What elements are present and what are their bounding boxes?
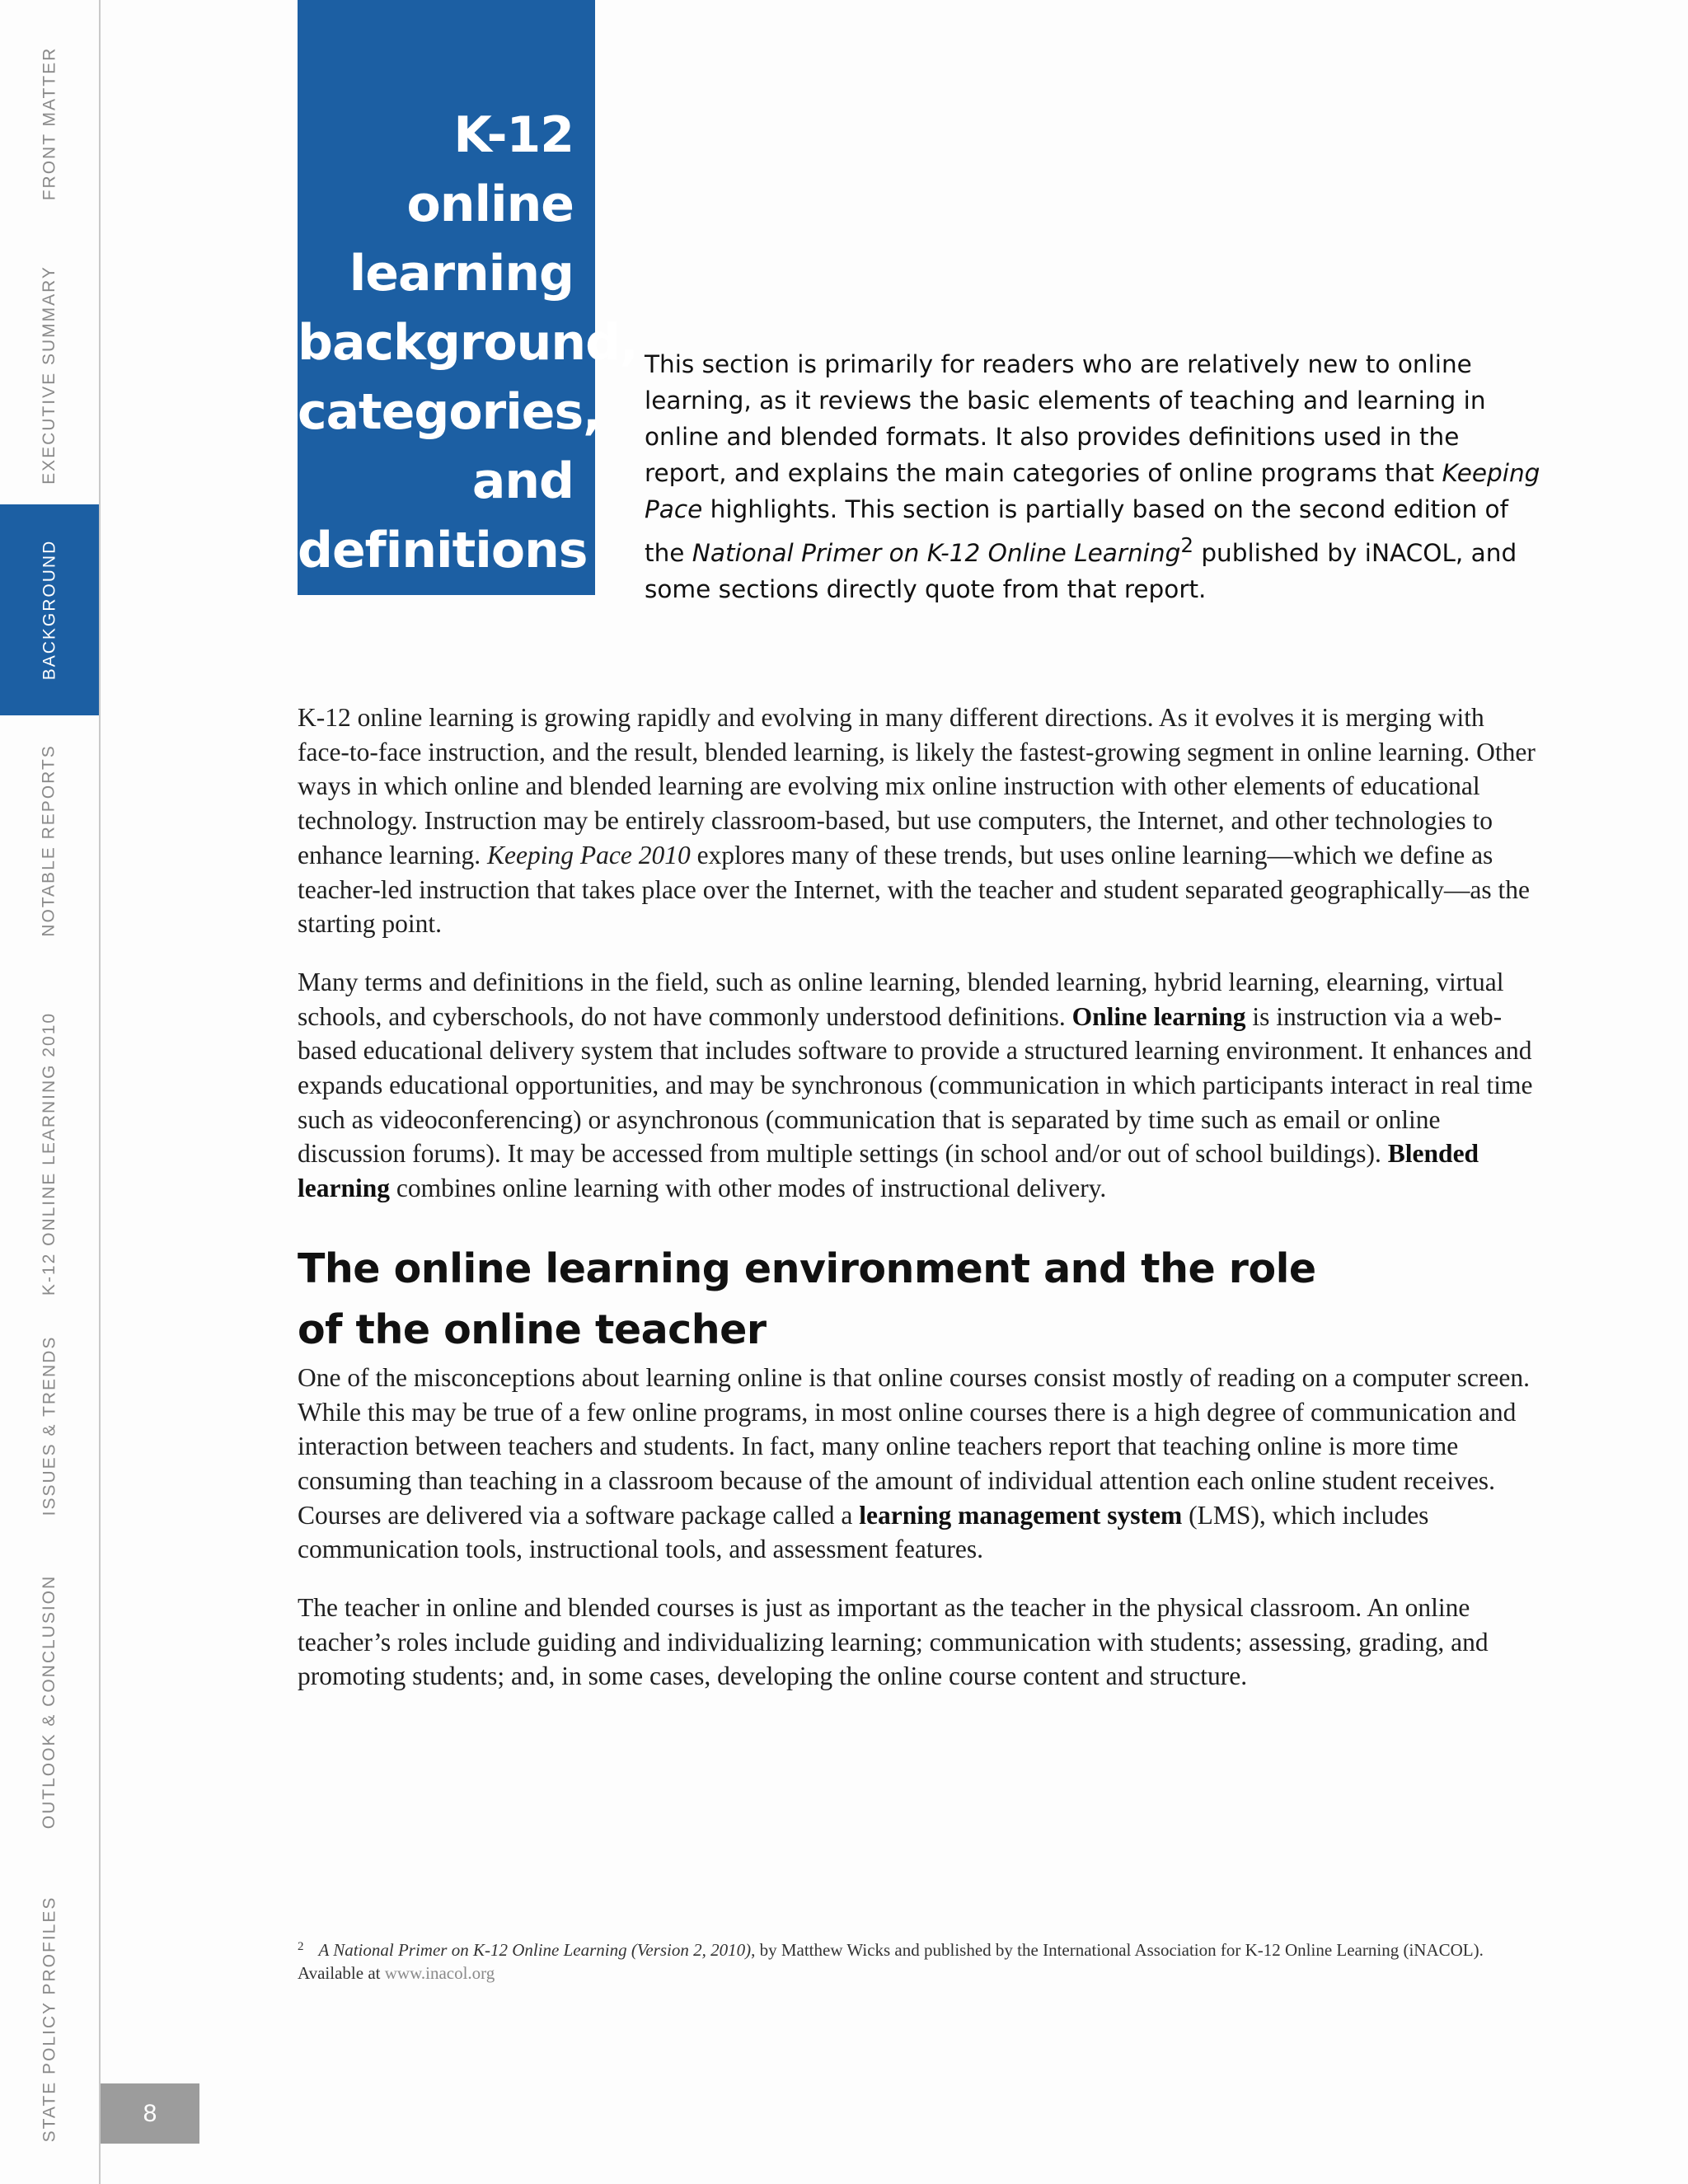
footnote-number: 2 [298,1940,304,1953]
title-line: background, [298,314,638,372]
tab-label: EXECUTIVE SUMMARY [40,265,59,485]
term-online-learning: Online learning [1071,1001,1246,1031]
nav-divider [99,0,101,2184]
inacol-link[interactable]: www.inacol.org [384,1963,495,1983]
body-paragraph-1: K-12 online learning is growing rapidly and evolving in many different directions. As it evolves it is merging with face-to-face instruction, and the result, blended learning, is likely the fastest-growing segment in online learning. Other ways in which online and blended learning are evolving mix online instruction with other elements of educational technology. Instruction may be entirely classroom-based, but use computers, the Internet, and other technologies to enhance learning. Keeping Pace 2010 explores many of these trends, but uses online learning—which we define as teacher-led instruction that takes place over the Internet, with the teacher and student separated geographically—as the starting point. [298,703,1536,939]
term-lms: learning management system [859,1500,1183,1530]
term-blended-learning: Blended learning [298,1139,1479,1203]
tab-label: K-12 ONLINE LEARNING 2010 [40,1011,59,1296]
section-title-block [298,0,638,595]
title-line: and [471,452,574,510]
tab-label: ISSUES & TRENDS [40,1335,59,1516]
body-paragraph-3: One of the misconceptions about learning online is that online courses consist mostly of reading on a computer screen. While this may be true of a few online programs, in most online courses there is a high degree of communication and interaction between teachers and students. In fact, many online teachers report that teaching online is more time consuming than teaching in a classroom because of the amount of individual attention each online student receives. Courses are delivered via a software package called a learning management system (LMS), which includes communication tools, instructional tools, and assessment features. [298,1362,1531,1564]
tab-label: BACKGROUND [40,539,59,681]
title-line: learning [349,245,574,302]
tab-notable-reports[interactable] [0,717,99,964]
keeping-pace-title: Keeping Pace [645,459,1540,523]
tab-issues-trends[interactable] [0,1319,99,1533]
tab-state-policy-profiles[interactable] [0,1879,99,2159]
intro-paragraph: This section is primarily for readers who are relatively new to online learning, as it reviews the basic elements of teaching and learning in online and blended formats. It also provides definitions used in the report, and explains the main categories of online programs that Keeping Pace highlights. This section is partially based on the second edition of the National Primer on K-12 Online Learning$^2$ published by iNACOL, and some sections directly quote from that report. [645,350,1540,603]
title-line: categories, [298,383,601,441]
body-paragraph-2: Many terms and definitions in the field, such as online learning, blended learning, hybrid learning, elearning, virtual schools, and cyberschools, do not have commonly understood definitions. Online learning is instruction via a web-based educational delivery system that includes software to provide a structured learning environment. It enhances and expands educational opportunities, and may be synchronous (communication in which participants interact in real time such as videoconferencing) or asynchronous (communication that is separated by time such as email or online discussion forums). It may be accessed from multiple settings (in school and/or out of school buildings). Blended learning combines online learning with other modes of instructional delivery. [298,967,1533,1203]
page-number: 8 [101,2083,199,2144]
primer-title: National Primer on K-12 Online Learning [692,538,1181,567]
tab-executive-summary[interactable] [0,247,99,503]
tab-label: OUTLOOK & CONCLUSION [40,1574,59,1830]
body-paragraph-4: The teacher in online and blended courses is just as important as the teacher in the physical classroom. An online teacher’s roles include guiding and individualizing learning; communication with students; assessing, grading, and promoting students; and, in some cases, developing the online course content and structure. [298,1593,1489,1691]
title-line: definitions [298,522,588,579]
footnote: $^2$ A National Primer on K-12 Online Learning (Version 2, 2010), by Matthew Wicks and published by the International Association for K-12 Online Learning (iNACOL). Available at www.inacol.org [298,1940,1484,1983]
section-heading: The online learning environment and the role of the online teacher [298,1244,1316,1353]
main-body [298,701,1542,1718]
section-title [298,101,638,585]
tab-label: STATE POLICY PROFILES [40,1896,59,2143]
title-line: K-12 [453,106,574,164]
title-line: online [406,176,574,233]
tab-front-matter[interactable] [0,0,99,247]
tab-k12-online-learning-2010[interactable] [0,964,99,1343]
tab-background[interactable] [0,504,99,715]
footnote-ref[interactable]: 2 [1180,533,1193,557]
section-tab-nav [0,0,99,2184]
tab-outlook-conclusion[interactable] [0,1541,99,1863]
tab-label: NOTABLE REPORTS [40,744,59,937]
tab-label: FRONT MATTER [40,46,59,201]
